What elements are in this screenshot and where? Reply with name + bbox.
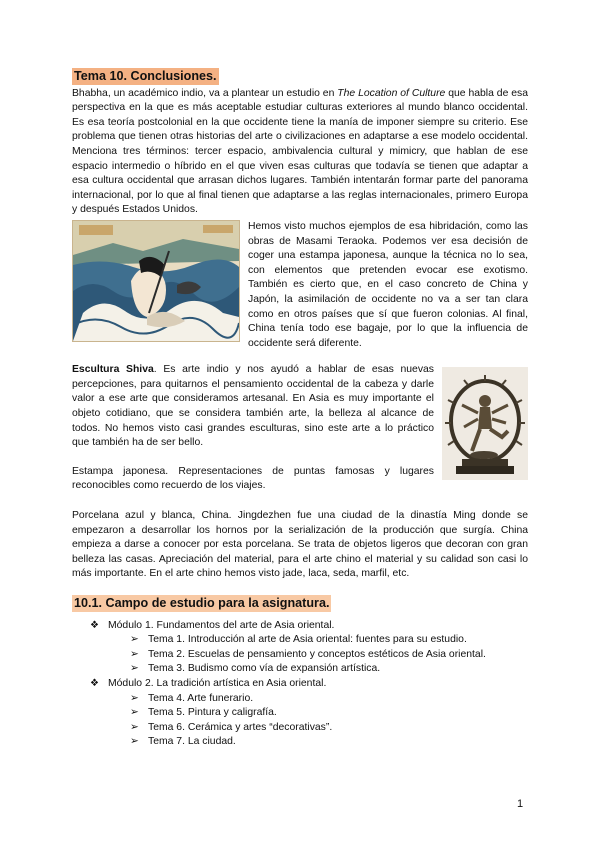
arrow-bullet-icon: ➢ — [130, 692, 139, 704]
arrow-bullet-icon: ➢ — [130, 663, 139, 675]
japanese-print-image — [72, 220, 240, 342]
module-list — [88, 619, 528, 750]
topic-item: ➢ Tema 6. Cerámica y artes “decorativas”. — [130, 721, 528, 736]
paragraph-estampa: Estampa japonesa. Representaciones de puntas famosas y lugares reconocibles como recuerdo de los viajes. — [72, 465, 434, 492]
shiva-sculpture-image — [442, 367, 528, 480]
teraoka-block — [72, 220, 528, 351]
arrow-bullet-icon: ➢ — [130, 721, 139, 733]
diamond-bullet-icon: ❖ — [90, 677, 99, 689]
diamond-bullet-icon: ❖ — [90, 619, 99, 631]
topic-list — [130, 692, 528, 750]
section-title: Tema 10. Conclusiones. — [74, 69, 217, 83]
arrow-bullet-icon: ➢ — [130, 648, 139, 660]
shiva-block — [72, 363, 528, 494]
arrow-bullet-icon: ➢ — [130, 707, 139, 719]
subsection-title: 10.1. Campo de estudio para la asignatura. — [74, 596, 330, 610]
document-page — [72, 68, 528, 750]
book-title: The Location of Culture — [337, 87, 446, 99]
paragraph-hibridacion: Hemos visto muchos ejemplos de esa hibridación, como las obras de Masami Teraoka. Podemos ver esa decisión de coger una estampa japonesa, aunque la técnica no lo sea, con elementos que pretenden evocar ese exotismo. También es cierto que, en el caso concreto de China y Japón, la asimilación de occidente no va a ser tan clara como en otros países que sí que fueron colonias. Al final, China tenía todo ese bagaje, por lo que la influencia de occidente será diferente. — [248, 220, 528, 349]
arrow-bullet-icon: ➢ — [130, 634, 139, 646]
page-number: 1 — [517, 798, 524, 810]
topic-item: ➢ Tema 4. Arte funerario. — [130, 692, 528, 707]
topic-item: ➢ Tema 3. Budismo como vía de expansión artística. — [130, 662, 528, 677]
paragraph-shiva: Escultura Shiva. Es arte indio y nos ayudó a hablar de esas nuevas percepciones, para quitarnos el pensamiento occidental de la cabeza y darle valor a ese arte que consideramos artesanal. En Asia es muy importante el objeto cotidiano, que se considera también arte, la belleza al alcance de todos. No hemos visto casi grandes esculturas, sino este arte a lo práctico que también ha de ser bello. — [72, 364, 434, 449]
topic-item: ➢ Tema 1. Introducción al arte de Asia oriental: fuentes para su estudio. — [130, 633, 528, 648]
paragraph-porcelana: Porcelana azul y blanca, China. Jingdezhen fue una ciudad de la dinastía Ming donde se empezaron a desarrollar los hornos por la serialización de la producción que surgía. China empieza a darse a conocer por esta porcelana. Se trata de objetos ligeros que decoran con gran belleza las casas. Apreciación del material, para el arte chino el material y su calidad son casi lo más importante. En el arte chino hemos visto jade, laca, seda, marfil, etc. — [72, 510, 528, 580]
shiva-term: Escultura Shiva — [72, 364, 154, 376]
topic-list — [130, 633, 528, 677]
topic-item: ➢ Tema 5. Pintura y caligrafía. — [130, 706, 528, 721]
paragraph-bhabha: Bhabha, un académico indio, va a plantear un estudio en The Location of Culture que habla de esa perspectiva en la que es más aceptable estudiar culturas exteriores al mundo blanco occidental. Es esa teoría postcolonial en la que occidente tiene la manía de imponer siempre su criterio. Ese problema que tienen otras historias del arte o civilizaciones en adaptarse a ese modelo occidental. Menciona tres términos: tercer espacio, ambivalencia cultural y mimicry, que hablan de ese espacio intermedio o híbrido en el que viven esas culturas que todavía se tienen que adaptar a esa cultura occidental que arrasan dichos lugares. También intentarán formar parte del panorama internacional, por lo que al final tienen que adaptarse a las reglas internacionales, primero Europa y después Estados Unidos. — [72, 87, 528, 216]
topic-item: ➢ Tema 7. La ciudad. — [130, 735, 528, 750]
topic-item: ➢ Tema 2. Escuelas de pensamiento y conceptos estéticos de Asia oriental. — [130, 648, 528, 663]
arrow-bullet-icon: ➢ — [130, 736, 139, 748]
module-item: ❖ Módulo 1. Fundamentos del arte de Asia oriental. ➢ Tema 1. Introducción al arte de Asia oriental: fuentes para su estudio. ➢ Tema 2. Escuelas de pensamiento y conceptos estéticos de Asia oriental. ➢ Tema 3. Budismo como vía de expansión artística. — [88, 619, 528, 677]
module-item: ❖ Módulo 2. La tradición artística en Asia oriental. ➢ Tema 4. Arte funerario. ➢ Tema 5. Pintura y caligrafía. ➢ Tema 6. Cerámica y artes “decorativas”. ➢ Tema 7. La ciudad. — [88, 677, 528, 750]
